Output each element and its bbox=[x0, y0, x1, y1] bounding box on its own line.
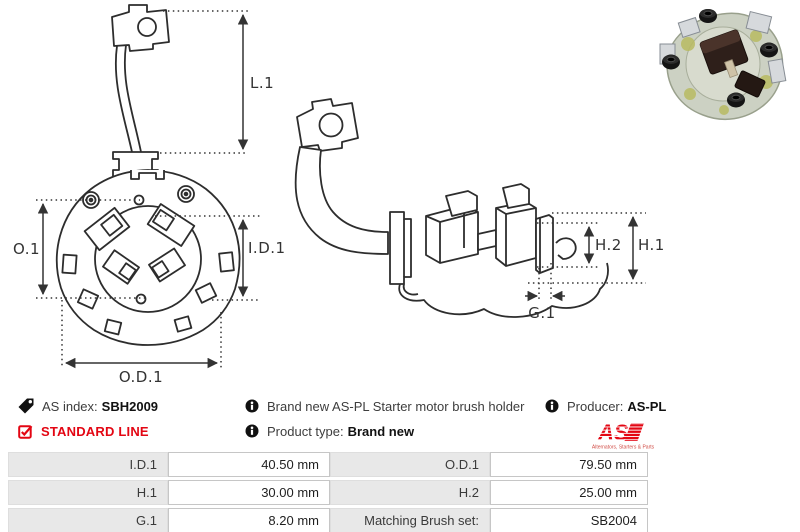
spec-label: G.1 bbox=[8, 508, 168, 532]
dim-label-id1: I.D.1 bbox=[248, 239, 286, 257]
dim-label-od1: O.D.1 bbox=[118, 368, 164, 386]
logo-text: AS bbox=[598, 421, 629, 445]
logo-tagline: Alternators, Starters & Parts bbox=[591, 444, 655, 451]
dimension-l1 bbox=[160, 11, 248, 153]
standard-line-row bbox=[18, 423, 149, 439]
spec-label: H.1 bbox=[8, 480, 168, 505]
as-pl-logo bbox=[584, 421, 662, 451]
dim-label-h2: H.2 bbox=[595, 236, 622, 254]
standard-line-label: STANDARD LINE bbox=[41, 423, 149, 439]
screw-boss-right bbox=[178, 186, 194, 202]
as-index-label: AS index: bbox=[42, 398, 98, 414]
product-type-value: Brand new bbox=[347, 423, 415, 439]
product-type-row bbox=[245, 423, 414, 439]
dim-label-g1: G.1 bbox=[528, 304, 556, 322]
producer-row bbox=[545, 398, 666, 414]
spec-table bbox=[8, 452, 648, 532]
spec-value: 30.00 mm bbox=[168, 480, 330, 505]
dim-label-h1: H.1 bbox=[638, 236, 665, 254]
dim-label-o1: O.1 bbox=[13, 240, 41, 258]
spec-label: I.D.1 bbox=[8, 452, 168, 477]
description-row bbox=[245, 398, 524, 414]
description-text: Brand new AS-PL Starter motor brush holder bbox=[267, 398, 525, 414]
producer-label: Producer: bbox=[567, 398, 624, 414]
tag-icon bbox=[18, 398, 34, 414]
spec-value: 40.50 mm bbox=[168, 452, 330, 477]
drawing-side-view bbox=[296, 99, 608, 317]
drawing-front-view bbox=[57, 5, 240, 345]
spec-value: SB2004 bbox=[490, 508, 648, 532]
product-type-label: Product type: bbox=[267, 423, 344, 439]
as-index-row bbox=[18, 398, 158, 414]
dim-label-l1: L.1 bbox=[250, 74, 275, 92]
spec-value: 25.00 mm bbox=[490, 480, 648, 505]
spec-value: 8.20 mm bbox=[168, 508, 330, 532]
info-icon bbox=[545, 399, 559, 413]
product-photo bbox=[652, 2, 792, 130]
spec-label: Matching Brush set: bbox=[330, 508, 490, 532]
spec-label: H.2 bbox=[330, 480, 490, 505]
as-index-value: SBH2009 bbox=[101, 398, 159, 414]
spec-value: 79.50 mm bbox=[490, 452, 648, 477]
spec-label: O.D.1 bbox=[330, 452, 490, 477]
producer-value: AS-PL bbox=[627, 398, 667, 414]
info-icon bbox=[245, 424, 259, 438]
info-icon bbox=[245, 399, 259, 413]
checkbox-check-icon bbox=[18, 424, 33, 439]
